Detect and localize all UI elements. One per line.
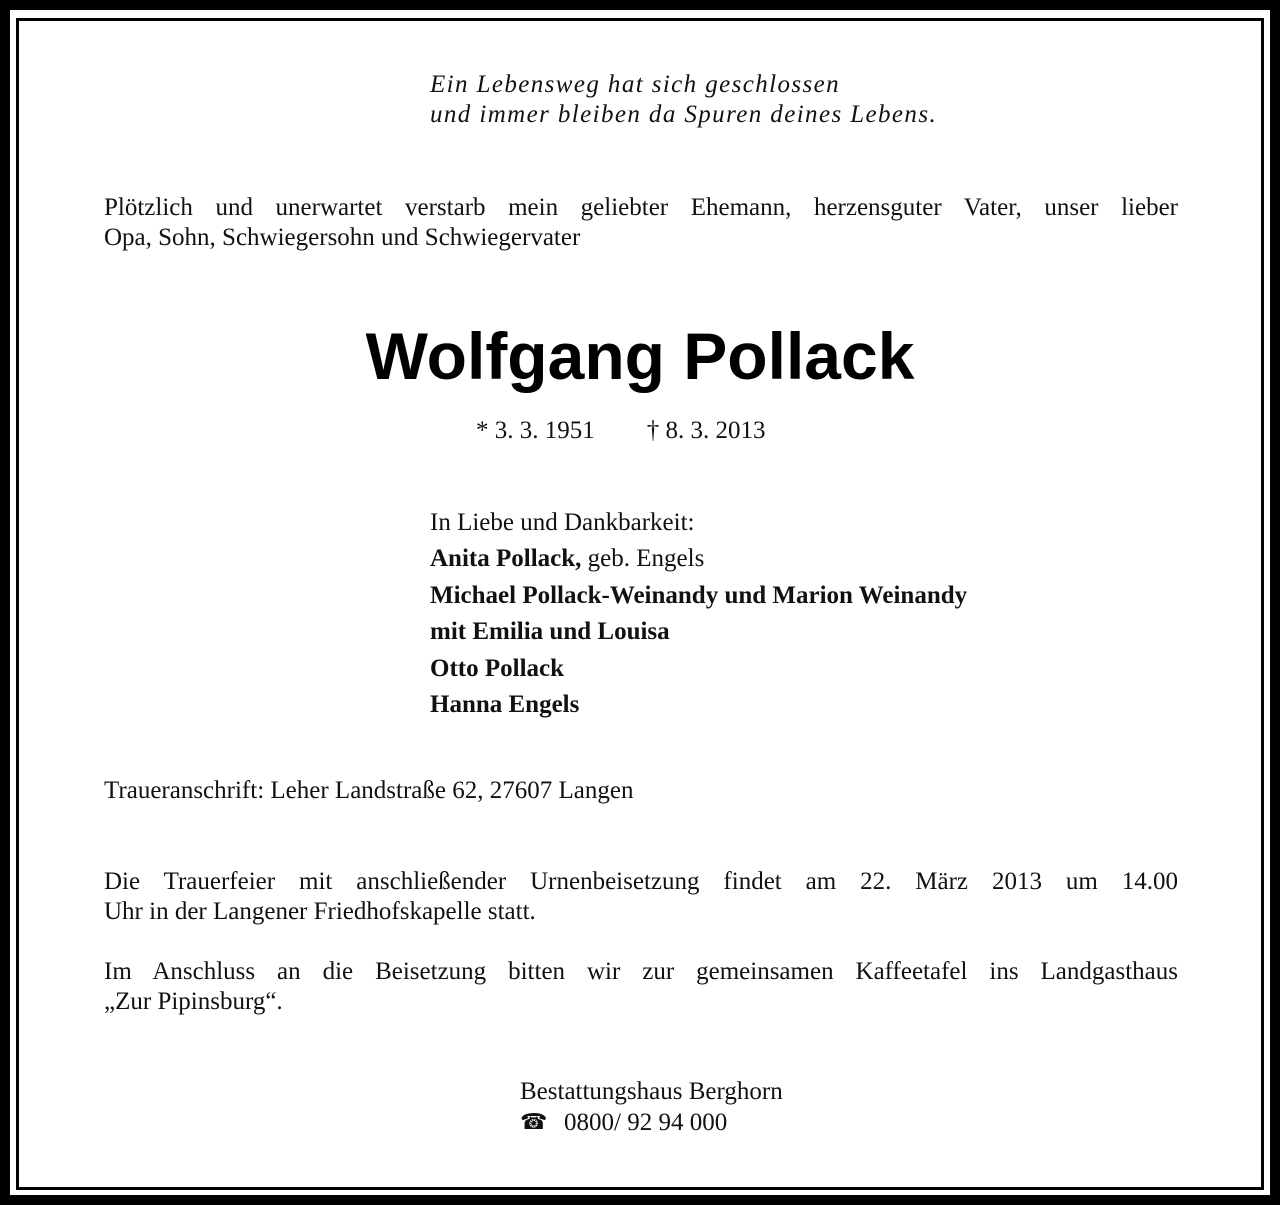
reception-line-2: „Zur Pipinsburg“. (104, 988, 283, 1015)
ceremony-line-1: Die Trauerfeier mit anschließender Urnenbeisetzung findet am 22. März 2013 um 14.00 (104, 868, 1178, 895)
mourning-address: Traueranschrift: Leher Landstraße 62, 27607 Langen (104, 777, 634, 804)
funeral-home-name: Bestattungshaus Berghorn (520, 1078, 783, 1105)
mourner-michael-marion: Michael Pollack-Weinandy und Marion Weinandy (430, 581, 968, 609)
intro-text (104, 193, 1178, 253)
mourner-anita-name: Anita Pollack, (430, 545, 582, 573)
reception-line-1: Im Anschluss an die Beisetzung bitten wir zur gemeinsamen Kaffeetafel ins Landgasthaus (104, 958, 1178, 985)
reception-notice (104, 957, 1178, 1017)
mourner-anita (430, 541, 967, 577)
mourner-grandchildren: mit Emilia und Louisa (430, 618, 670, 646)
motto-line-1: Ein Lebensweg hat sich geschlossen (430, 71, 841, 98)
mourner-hanna: Hanna Engels (430, 691, 580, 719)
motto (430, 70, 937, 130)
death-date: † 8. 3. 2013 (646, 417, 766, 444)
deceased-name: Wolfgang Pollack (365, 319, 915, 393)
ceremony-line-2: Uhr in der Langener Friedhofskapelle statt. (104, 898, 536, 925)
mourner-otto: Otto Pollack (430, 654, 565, 682)
intro-line-1: Plötzlich und unerwartet verstarb mein geliebter Ehemann, herzensguter Vater, unser lieber (104, 194, 1178, 221)
mourner-anita-suffix: geb. Engels (581, 545, 705, 573)
funeral-home-phone: 0800/ 92 94 000 (564, 1109, 728, 1136)
ceremony-notice (104, 867, 1178, 927)
mourners-heading: In Liebe und Dankbarkeit: (430, 509, 695, 536)
intro-line-2: Opa, Sohn, Schwiegersohn und Schwiegervater (104, 224, 581, 251)
telephone-icon: ☎ (520, 1109, 548, 1134)
life-dates (476, 416, 766, 446)
funeral-home (520, 1077, 783, 1138)
motto-line-2: und immer bleiben da Spuren deines Lebens. (430, 101, 938, 128)
birth-date: * 3. 3. 1951 (476, 417, 595, 444)
funeral-home-phone-row (520, 1107, 783, 1138)
mourners-list (430, 505, 967, 723)
